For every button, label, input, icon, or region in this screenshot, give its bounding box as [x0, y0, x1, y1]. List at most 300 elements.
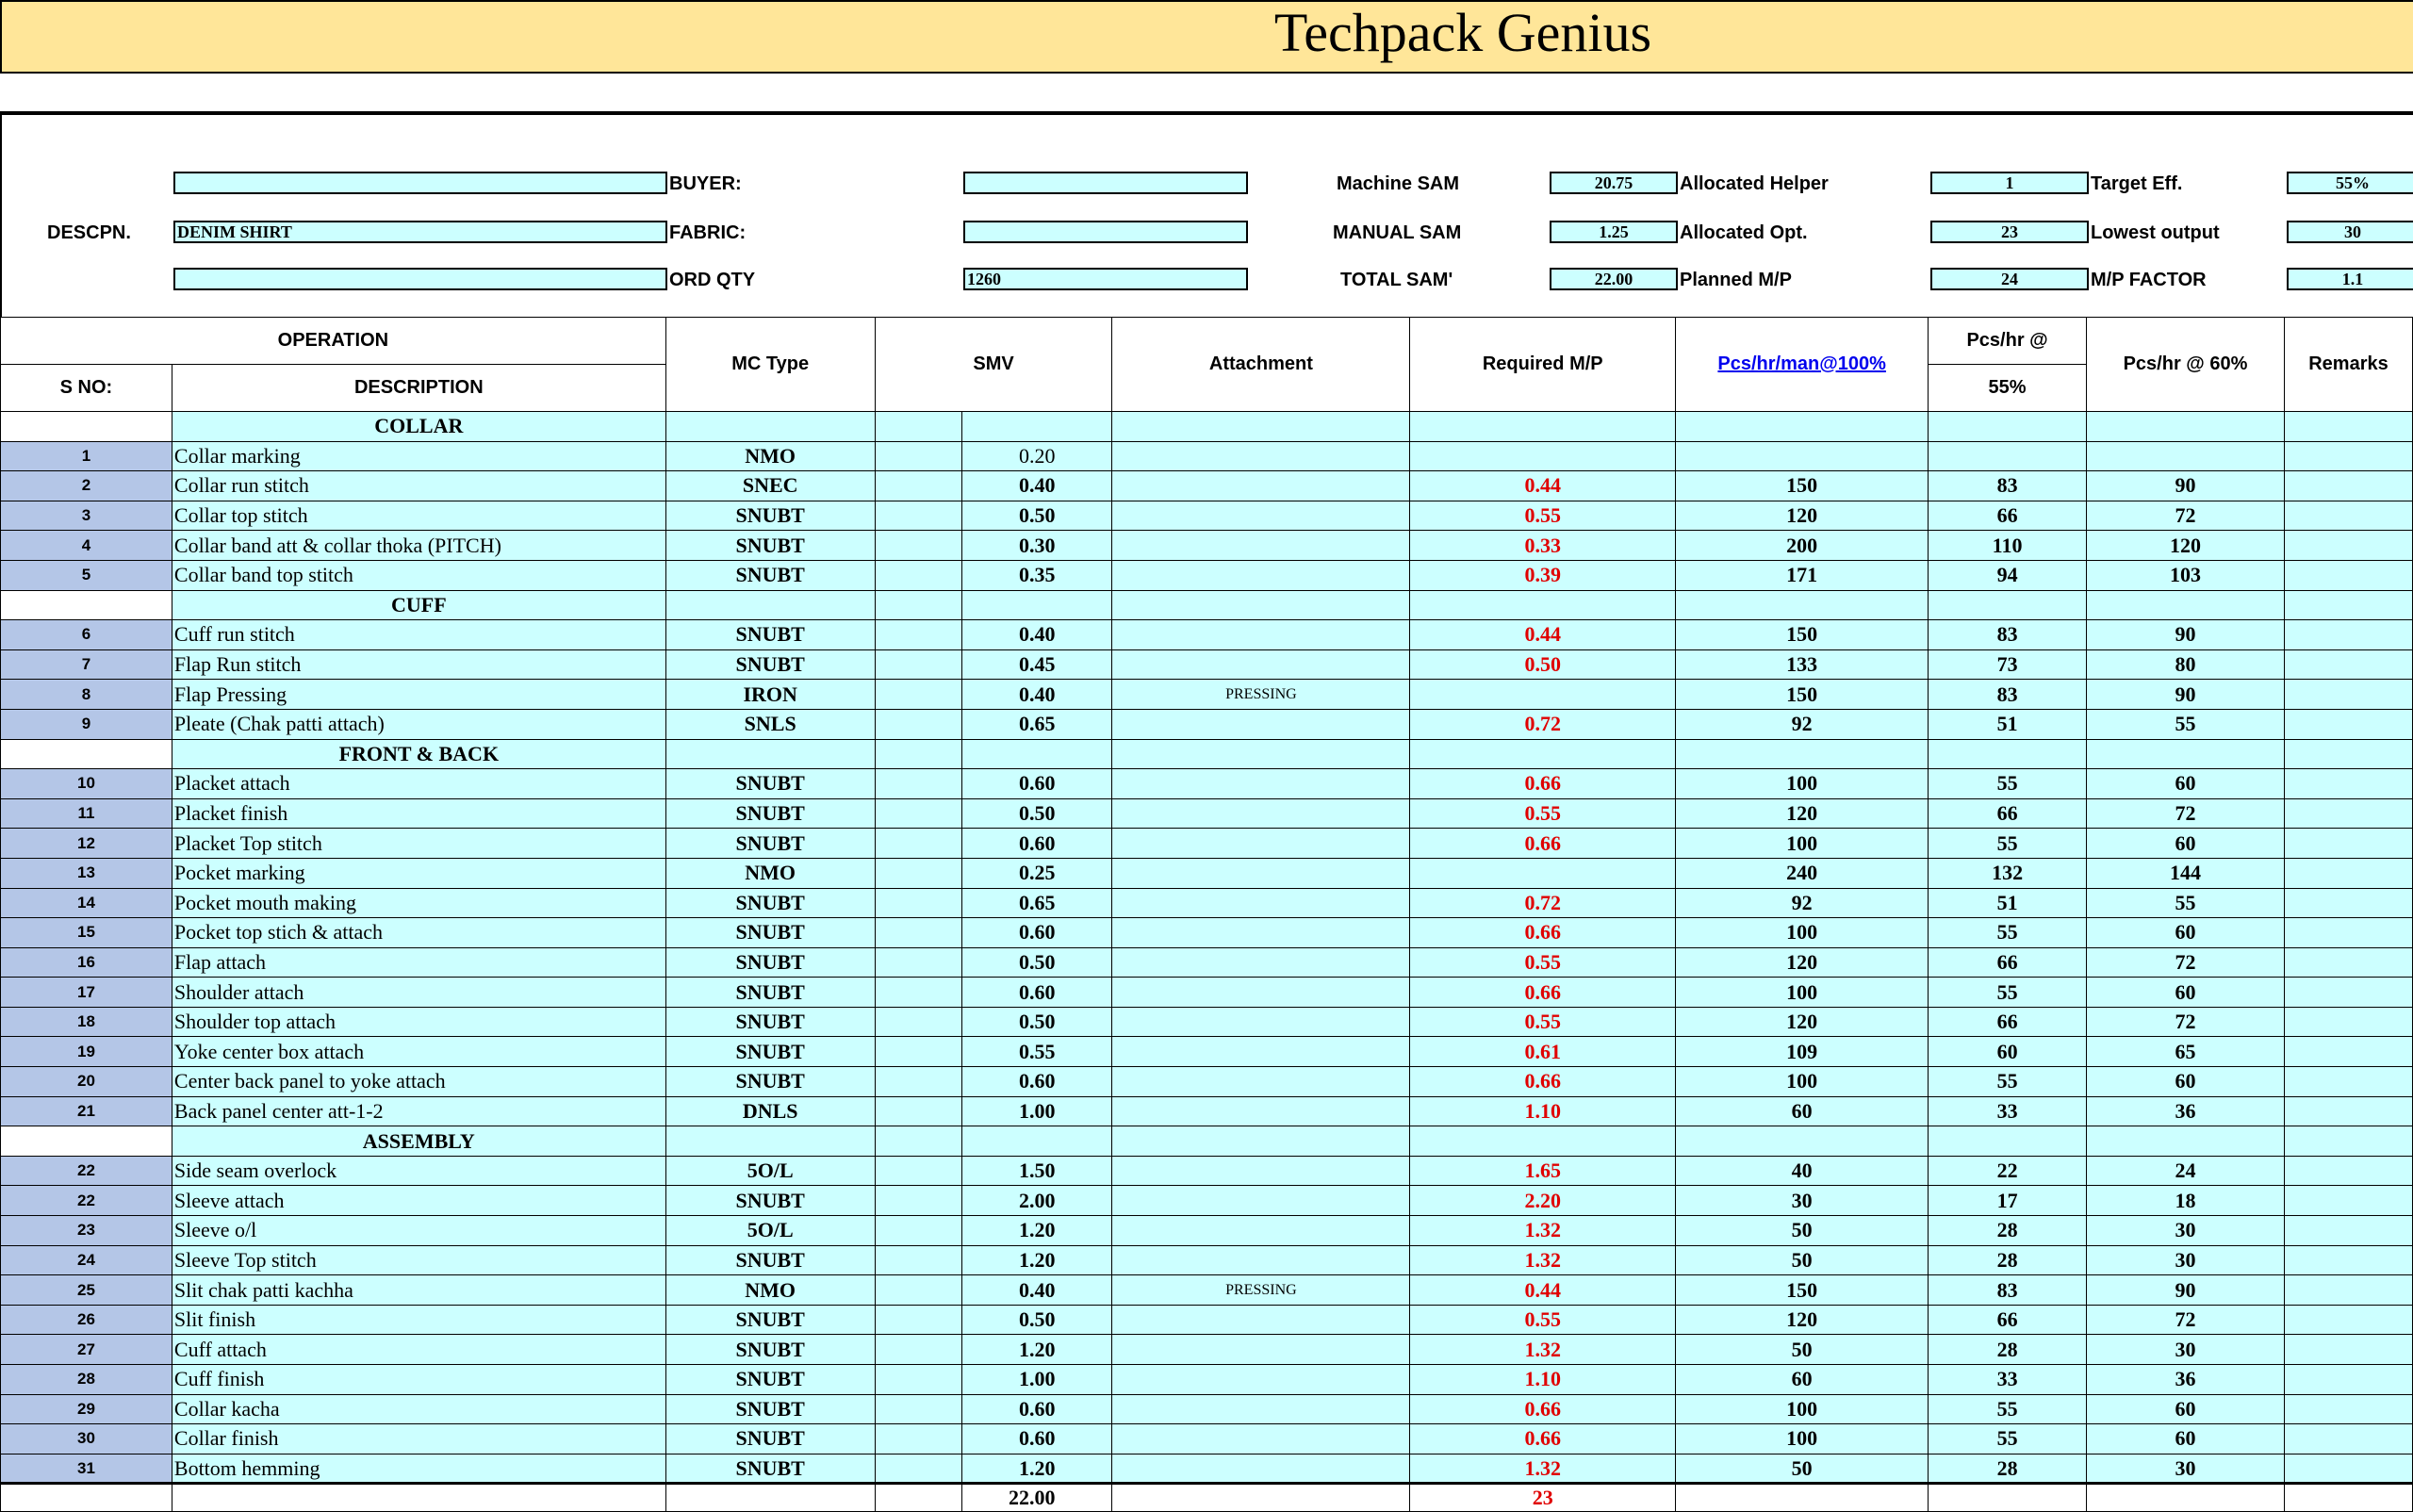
description-cell[interactable]: Shoulder attach: [172, 978, 665, 1008]
spacer-cell: [875, 858, 961, 888]
mc-type-cell[interactable]: SNEC: [665, 471, 875, 501]
mc-type-cell[interactable]: NMO: [665, 441, 875, 471]
attachment-cell[interactable]: [1112, 501, 1410, 531]
section-row: [1, 739, 2413, 769]
empty-cell[interactable]: [665, 590, 875, 620]
description-cell[interactable]: Collar kacha: [172, 1394, 665, 1424]
mc-type-cell[interactable]: SNUBT: [665, 531, 875, 561]
mc-type-cell[interactable]: SNUBT: [665, 1007, 875, 1037]
pcs-hr-100-cell: 109: [1676, 1037, 1929, 1067]
attachment-cell[interactable]: [1112, 1335, 1410, 1365]
empty-cell[interactable]: [1676, 739, 1929, 769]
pcs-hr-55-cell: 94: [1929, 560, 2087, 590]
attachment-cell[interactable]: [1112, 1096, 1410, 1126]
spacer-cell: [875, 680, 961, 710]
empty-cell[interactable]: [875, 739, 961, 769]
remarks-cell[interactable]: [2284, 501, 2412, 531]
smv-cell[interactable]: 0.65: [961, 709, 1112, 739]
empty-cell[interactable]: [2284, 1126, 2412, 1157]
remarks-cell[interactable]: [2284, 978, 2412, 1008]
smv-cell[interactable]: 1.20: [961, 1335, 1112, 1365]
mc-type-cell[interactable]: SNUBT: [665, 649, 875, 680]
pcs-hr-100-cell: 100: [1676, 978, 1929, 1008]
description-cell[interactable]: Sleeve Top stitch: [172, 1245, 665, 1275]
smv-cell[interactable]: 0.55: [961, 1037, 1112, 1067]
buyer-field[interactable]: [963, 172, 1248, 194]
table-row: [1, 560, 2413, 590]
pcs-hr-100-cell: 120: [1676, 501, 1929, 531]
attachment-cell[interactable]: [1112, 649, 1410, 680]
operation-header: OPERATION: [1, 318, 666, 365]
empty-cell[interactable]: [2284, 412, 2412, 442]
mc-type-cell[interactable]: DNLS: [665, 1096, 875, 1126]
mc-type-cell[interactable]: SNUBT: [665, 1305, 875, 1335]
description-cell[interactable]: Collar marking: [172, 441, 665, 471]
empty-cell[interactable]: [2087, 590, 2285, 620]
table-row: [1, 1156, 2413, 1186]
smv-cell[interactable]: 0.50: [961, 947, 1112, 978]
mc-type-cell[interactable]: SNUBT: [665, 501, 875, 531]
remarks-cell[interactable]: [2284, 1216, 2412, 1246]
description-cell[interactable]: Side seam overlock: [172, 1156, 665, 1186]
empty-cell[interactable]: [1112, 590, 1410, 620]
remarks-cell[interactable]: [2284, 680, 2412, 710]
table-row: [1, 501, 2413, 531]
remarks-cell[interactable]: [2284, 947, 2412, 978]
smv-cell[interactable]: 0.50: [961, 1305, 1112, 1335]
empty-cell[interactable]: [1929, 1126, 2087, 1157]
empty-cell[interactable]: [961, 590, 1112, 620]
remarks-header: Remarks: [2284, 318, 2412, 412]
pcs-hr-55-cell: 28: [1929, 1216, 2087, 1246]
spacer-cell: [875, 1394, 961, 1424]
smv-cell[interactable]: 0.65: [961, 888, 1112, 918]
allocated-opt-field[interactable]: 23: [1930, 221, 2089, 243]
empty-cell[interactable]: [1112, 739, 1410, 769]
sno-cell: 6: [1, 620, 172, 650]
empty-cell[interactable]: [2087, 739, 2285, 769]
empty-cell[interactable]: [1676, 412, 1929, 442]
required-mp-cell: 1.32: [1410, 1454, 1676, 1484]
empty-cell: [2087, 1484, 2285, 1512]
remarks-cell[interactable]: [2284, 649, 2412, 680]
ord-qty-field[interactable]: 1260: [963, 268, 1248, 290]
attachment-cell[interactable]: [1112, 858, 1410, 888]
description-cell[interactable]: Slit finish: [172, 1305, 665, 1335]
remarks-cell[interactable]: [2284, 829, 2412, 859]
attachment-cell[interactable]: [1112, 978, 1410, 1008]
pcs-hr-55-cell: 73: [1929, 649, 2087, 680]
description-cell[interactable]: Collar band att & collar thoka (PITCH): [172, 531, 665, 561]
smv-cell[interactable]: 1.00: [961, 1365, 1112, 1395]
remarks-cell[interactable]: [2284, 858, 2412, 888]
description-header: DESCRIPTION: [172, 365, 665, 412]
remarks-cell[interactable]: [2284, 471, 2412, 501]
sno-cell: [1, 739, 172, 769]
description-cell[interactable]: Bottom hemming: [172, 1454, 665, 1484]
description-cell[interactable]: Collar run stitch: [172, 471, 665, 501]
empty-cell[interactable]: [961, 739, 1112, 769]
mc-type-cell[interactable]: SNUBT: [665, 1424, 875, 1454]
attachment-cell[interactable]: [1112, 918, 1410, 948]
mc-type-cell[interactable]: SNUBT: [665, 947, 875, 978]
required-mp-cell: 0.72: [1410, 888, 1676, 918]
mc-type-cell[interactable]: SNUBT: [665, 620, 875, 650]
smv-cell[interactable]: 0.60: [961, 1067, 1112, 1097]
smv-cell[interactable]: 0.25: [961, 858, 1112, 888]
mc-type-cell[interactable]: NMO: [665, 858, 875, 888]
remarks-cell[interactable]: [2284, 1245, 2412, 1275]
remarks-cell[interactable]: [2284, 441, 2412, 471]
attachment-cell[interactable]: [1112, 1245, 1410, 1275]
table-row: [1, 441, 2413, 471]
remarks-cell[interactable]: [2284, 560, 2412, 590]
smv-cell[interactable]: 0.40: [961, 1275, 1112, 1306]
empty-cell[interactable]: [1410, 739, 1676, 769]
required-mp-cell: 0.66: [1410, 829, 1676, 859]
empty-cell[interactable]: [1929, 412, 2087, 442]
sno-cell: 16: [1, 947, 172, 978]
table-row: [1, 978, 2413, 1008]
description-cell[interactable]: Cuff run stitch: [172, 620, 665, 650]
pcs-hr-55-cell: 66: [1929, 1007, 2087, 1037]
mc-type-cell[interactable]: SNUBT: [665, 798, 875, 829]
table-row: [1, 1216, 2413, 1246]
description-cell[interactable]: Flap Run stitch: [172, 649, 665, 680]
smv-cell[interactable]: 0.45: [961, 649, 1112, 680]
attachment-cell[interactable]: [1112, 1007, 1410, 1037]
pcs-hr-55-cell: 132: [1929, 858, 2087, 888]
pcs-hr-100-cell: 100: [1676, 918, 1929, 948]
manual-sam-field[interactable]: 1.25: [1550, 221, 1678, 243]
attachment-cell[interactable]: [1112, 947, 1410, 978]
spacer-cell: [875, 501, 961, 531]
empty-cell[interactable]: [961, 1126, 1112, 1157]
attachment-cell[interactable]: [1112, 1067, 1410, 1097]
remarks-cell[interactable]: [2284, 1186, 2412, 1216]
description-cell[interactable]: Slit chak patti kachha: [172, 1275, 665, 1306]
mc-type-cell[interactable]: SNLS: [665, 709, 875, 739]
attachment-cell[interactable]: [1112, 1305, 1410, 1335]
mc-type-cell[interactable]: SNUBT: [665, 888, 875, 918]
spacer-cell: [875, 918, 961, 948]
description-cell[interactable]: Collar top stitch: [172, 501, 665, 531]
pcs-hr-60-cell: 90: [2087, 471, 2285, 501]
mc-type-cell[interactable]: SNUBT: [665, 1245, 875, 1275]
pcs-hr-60-cell: 144: [2087, 858, 2285, 888]
empty-cell[interactable]: [2087, 1126, 2285, 1157]
description-cell[interactable]: Sleeve o/l: [172, 1216, 665, 1246]
description-cell[interactable]: Yoke center box attach: [172, 1037, 665, 1067]
descpn-field[interactable]: DENIM SHIRT: [173, 221, 667, 243]
pcs-hr-55-cell: 55: [1929, 918, 2087, 948]
spacer-cell: [875, 1305, 961, 1335]
attachment-cell[interactable]: [1112, 560, 1410, 590]
pcs-hr-55-cell: 55: [1929, 978, 2087, 1008]
pcs-hr-man-100-header-link[interactable]: Pcs/hr/man@100%: [1676, 318, 1929, 412]
machine-sam-field[interactable]: 20.75: [1550, 172, 1678, 194]
description-cell[interactable]: Collar finish: [172, 1424, 665, 1454]
smv-cell[interactable]: 0.60: [961, 1424, 1112, 1454]
empty-cell[interactable]: [1929, 590, 2087, 620]
required-mp-cell: 0.66: [1410, 1424, 1676, 1454]
attachment-cell[interactable]: [1112, 1365, 1410, 1395]
smv-cell[interactable]: 1.50: [961, 1156, 1112, 1186]
pcs-hr-60-cell: 60: [2087, 1394, 2285, 1424]
pcs-hr-60-cell: 30: [2087, 1335, 2285, 1365]
mc-type-cell[interactable]: SNUBT: [665, 1365, 875, 1395]
sno-cell: 21: [1, 1096, 172, 1126]
mc-type-cell[interactable]: SNUBT: [665, 1037, 875, 1067]
allocated-helper-field[interactable]: 1: [1930, 172, 2089, 194]
smv-cell[interactable]: 0.20: [961, 441, 1112, 471]
empty-cell[interactable]: [1410, 590, 1676, 620]
smv-cell[interactable]: 2.00: [961, 1186, 1112, 1216]
empty-cell[interactable]: [665, 739, 875, 769]
description-cell[interactable]: Cuff attach: [172, 1335, 665, 1365]
smv-cell[interactable]: 0.50: [961, 798, 1112, 829]
target-eff-field[interactable]: 55%: [2287, 172, 2413, 194]
description-cell[interactable]: Pocket marking: [172, 858, 665, 888]
description-cell[interactable]: Flap attach: [172, 947, 665, 978]
mc-type-cell[interactable]: SNUBT: [665, 1335, 875, 1365]
attachment-cell[interactable]: [1112, 531, 1410, 561]
pcs-hr-100-cell: 100: [1676, 1424, 1929, 1454]
mc-type-cell[interactable]: 5O/L: [665, 1216, 875, 1246]
mc-type-cell[interactable]: SNUBT: [665, 1186, 875, 1216]
pcs-hr-100-cell: 30: [1676, 1186, 1929, 1216]
smv-cell[interactable]: 1.20: [961, 1245, 1112, 1275]
mc-type-cell[interactable]: IRON: [665, 680, 875, 710]
smv-cell[interactable]: 1.20: [961, 1216, 1112, 1246]
empty-cell[interactable]: [2087, 412, 2285, 442]
smv-cell[interactable]: 0.40: [961, 680, 1112, 710]
remarks-cell[interactable]: [2284, 1156, 2412, 1186]
pcs-hr-55-cell: 28: [1929, 1335, 2087, 1365]
table-row: [1, 1454, 2413, 1484]
mp-factor-field[interactable]: 1.1: [2287, 268, 2413, 290]
description-cell[interactable]: Collar band top stitch: [172, 560, 665, 590]
attachment-cell[interactable]: [1112, 1037, 1410, 1067]
table-row: [1, 918, 2413, 948]
mc-type-cell[interactable]: SNUBT: [665, 769, 875, 799]
attachment-cell[interactable]: [1112, 888, 1410, 918]
empty-cell[interactable]: [875, 1126, 961, 1157]
remarks-cell[interactable]: [2284, 798, 2412, 829]
pcs-hr-100-cell: 120: [1676, 947, 1929, 978]
description-cell[interactable]: Cuff finish: [172, 1365, 665, 1395]
empty-cell[interactable]: [665, 1126, 875, 1157]
mc-type-cell[interactable]: SNUBT: [665, 1067, 875, 1097]
empty-cell[interactable]: [1410, 1126, 1676, 1157]
empty-cell[interactable]: [875, 412, 961, 442]
description-cell[interactable]: Shoulder top attach: [172, 1007, 665, 1037]
table-row: [1, 1186, 2413, 1216]
remarks-cell[interactable]: [2284, 1007, 2412, 1037]
mp-factor-label: M/P FACTOR: [2091, 270, 2207, 290]
table-row: [1, 1424, 2413, 1454]
remarks-cell[interactable]: [2284, 888, 2412, 918]
empty-cell[interactable]: [1410, 412, 1676, 442]
total-sam-label: TOTAL SAM': [1340, 270, 1453, 290]
pcs-hr-60-cell: 60: [2087, 769, 2285, 799]
remarks-cell[interactable]: [2284, 1037, 2412, 1067]
smv-cell[interactable]: 0.60: [961, 918, 1112, 948]
smv-cell[interactable]: 0.60: [961, 978, 1112, 1008]
pcs-hr-100-cell: 100: [1676, 829, 1929, 859]
mc-type-cell[interactable]: SNUBT: [665, 1394, 875, 1424]
mc-type-cell[interactable]: SNUBT: [665, 1454, 875, 1484]
remarks-cell[interactable]: [2284, 1424, 2412, 1454]
empty-cell: [1676, 1484, 1929, 1512]
pcs-hr-100-cell: 150: [1676, 471, 1929, 501]
pcs-hr-100-cell: 60: [1676, 1365, 1929, 1395]
table-row: [1, 829, 2413, 859]
remarks-cell[interactable]: [2284, 1454, 2412, 1484]
empty-cell[interactable]: [961, 412, 1112, 442]
empty-cell[interactable]: [1112, 412, 1410, 442]
empty-cell[interactable]: [1929, 739, 2087, 769]
smv-cell[interactable]: 0.35: [961, 560, 1112, 590]
smv-header: SMV: [875, 318, 1112, 412]
description-cell[interactable]: Placket attach: [172, 769, 665, 799]
empty-cell[interactable]: [665, 412, 875, 442]
table-row: [1, 947, 2413, 978]
remarks-cell[interactable]: [2284, 1305, 2412, 1335]
sno-cell: 15: [1, 918, 172, 948]
description-cell[interactable]: Back panel center att-1-2: [172, 1096, 665, 1126]
description-cell[interactable]: Center back panel to yoke attach: [172, 1067, 665, 1097]
empty-cell[interactable]: [1676, 590, 1929, 620]
sno-cell: 26: [1, 1305, 172, 1335]
mc-type-cell[interactable]: NMO: [665, 1275, 875, 1306]
remarks-cell[interactable]: [2284, 531, 2412, 561]
attachment-cell[interactable]: [1112, 1454, 1410, 1484]
spacer-cell: [875, 1007, 961, 1037]
attachment-cell[interactable]: PRESSING: [1112, 1275, 1410, 1306]
required-mp-cell: 0.33: [1410, 531, 1676, 561]
pcs-hr-55-cell: 60: [1929, 1037, 2087, 1067]
attachment-cell[interactable]: [1112, 471, 1410, 501]
required-mp-cell: 1.32: [1410, 1216, 1676, 1246]
empty-cell[interactable]: [2284, 590, 2412, 620]
smv-cell[interactable]: 0.60: [961, 1394, 1112, 1424]
mc-type-header: MC Type: [665, 318, 875, 412]
sno-cell: [1, 590, 172, 620]
mc-type-cell[interactable]: SNUBT: [665, 560, 875, 590]
empty-cell[interactable]: [2284, 739, 2412, 769]
smv-cell[interactable]: 0.60: [961, 829, 1112, 859]
description-cell[interactable]: Sleeve attach: [172, 1186, 665, 1216]
mc-type-cell[interactable]: 5O/L: [665, 1156, 875, 1186]
attachment-cell[interactable]: [1112, 709, 1410, 739]
pcs-hr-60-cell: 72: [2087, 1305, 2285, 1335]
sno-cell: 10: [1, 769, 172, 799]
attachment-cell[interactable]: [1112, 769, 1410, 799]
remarks-cell[interactable]: [2284, 709, 2412, 739]
remarks-cell[interactable]: [2284, 1067, 2412, 1097]
remarks-cell[interactable]: [2284, 1394, 2412, 1424]
descpn-line3-field[interactable]: [173, 268, 667, 290]
smv-cell[interactable]: 0.30: [961, 531, 1112, 561]
empty-cell[interactable]: [1112, 1126, 1410, 1157]
descpn-line1-field[interactable]: [173, 172, 667, 194]
spacer-cell: [875, 1037, 961, 1067]
pcs-hr-55-header-top: Pcs/hr @: [1929, 318, 2087, 365]
buyer-label: BUYER:: [669, 173, 742, 194]
description-cell[interactable]: Flap Pressing: [172, 680, 665, 710]
attachment-cell[interactable]: [1112, 441, 1410, 471]
attachment-cell[interactable]: PRESSING: [1112, 680, 1410, 710]
remarks-cell[interactable]: [2284, 1365, 2412, 1395]
total-sam-field[interactable]: 22.00: [1550, 268, 1678, 290]
remarks-cell[interactable]: [2284, 1275, 2412, 1306]
attachment-cell[interactable]: [1112, 798, 1410, 829]
attachment-cell[interactable]: [1112, 620, 1410, 650]
smv-cell[interactable]: 0.50: [961, 1007, 1112, 1037]
smv-cell[interactable]: 1.00: [961, 1096, 1112, 1126]
sno-cell: 3: [1, 501, 172, 531]
attachment-cell[interactable]: [1112, 1424, 1410, 1454]
planned-mp-field[interactable]: 24: [1930, 268, 2089, 290]
required-mp-cell: 0.44: [1410, 471, 1676, 501]
remarks-cell[interactable]: [2284, 918, 2412, 948]
total-required-mp-cell: 23: [1410, 1484, 1676, 1512]
description-cell[interactable]: Pleate (Chak patti attach): [172, 709, 665, 739]
pcs-hr-100-cell: [1676, 441, 1929, 471]
remarks-cell[interactable]: [2284, 1096, 2412, 1126]
mc-type-cell[interactable]: SNUBT: [665, 829, 875, 859]
required-mp-cell: 1.10: [1410, 1365, 1676, 1395]
total-smv-cell: 22.00: [961, 1484, 1112, 1512]
sno-cell: 5: [1, 560, 172, 590]
pcs-hr-55-cell: 83: [1929, 620, 2087, 650]
pcs-hr-55-cell: 51: [1929, 709, 2087, 739]
required-mp-cell: 0.66: [1410, 918, 1676, 948]
pcs-hr-55-cell: [1929, 441, 2087, 471]
attachment-cell[interactable]: [1112, 1394, 1410, 1424]
smv-cell[interactable]: 0.60: [961, 769, 1112, 799]
description-cell[interactable]: Placket finish: [172, 798, 665, 829]
remarks-cell[interactable]: [2284, 1335, 2412, 1365]
attachment-cell[interactable]: [1112, 829, 1410, 859]
attachment-cell[interactable]: [1112, 1216, 1410, 1246]
required-mp-cell: 0.44: [1410, 1275, 1676, 1306]
description-cell[interactable]: Pocket mouth making: [172, 888, 665, 918]
remarks-cell[interactable]: [2284, 620, 2412, 650]
totals-row: [1, 1484, 2413, 1512]
smv-cell[interactable]: 0.50: [961, 501, 1112, 531]
attachment-header: Attachment: [1112, 318, 1410, 412]
attachment-cell[interactable]: [1112, 1186, 1410, 1216]
smv-cell[interactable]: 0.40: [961, 471, 1112, 501]
mc-type-cell[interactable]: SNUBT: [665, 978, 875, 1008]
smv-cell[interactable]: 1.20: [961, 1454, 1112, 1484]
sno-header: S NO:: [1, 365, 172, 412]
description-cell[interactable]: Placket Top stitch: [172, 829, 665, 859]
fabric-field[interactable]: [963, 221, 1248, 243]
table-row: [1, 1335, 2413, 1365]
mc-type-cell[interactable]: SNUBT: [665, 918, 875, 948]
remarks-cell[interactable]: [2284, 769, 2412, 799]
spacer-cell: [875, 1454, 961, 1484]
attachment-cell[interactable]: [1112, 1156, 1410, 1186]
smv-cell[interactable]: 0.40: [961, 620, 1112, 650]
description-cell[interactable]: Pocket top stich & attach: [172, 918, 665, 948]
empty-cell[interactable]: [1676, 1126, 1929, 1157]
lowest-output-field[interactable]: 30: [2287, 221, 2413, 243]
empty-cell[interactable]: [875, 590, 961, 620]
